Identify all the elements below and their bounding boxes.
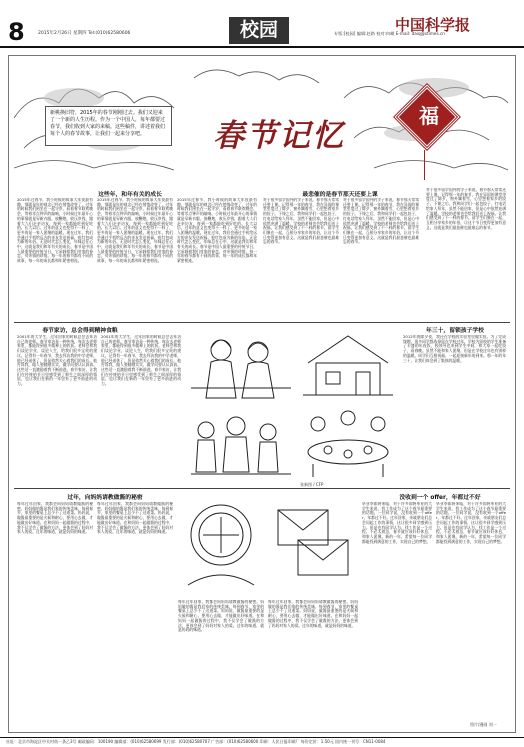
tassel-icon bbox=[424, 150, 425, 180]
footer-rule bbox=[0, 737, 524, 738]
article-body: 2015年过春节，我小时候的故事大年夜最有趣，那就是年的观念已经在悄悄改变了，过年的时候我们围坐在一起守岁，看着春节联欢晚会，等着零点钟声的敲响。小时候过年最开心的事情就是穿新衣服，放鞭炮，收压岁钱，跟着大人们走亲访友，每到一家都能吃到好吃的。长大以后，过年的意义也变得不一样了，更多的是一家人团聚的温暖。现在过年，我们会通过手机给远方的亲友发送祝福，抢红包成为新的年俗。无论时代怎么变化，年味总在心中，这就是我们和年有关的成长。春节是中国人最重要的传统节日，它承载着我们对家的眷恋，对亲情的珍惜。每一年的春节都有不同的故事，每一年的成长都和年紧密相连。 bbox=[97, 198, 173, 264]
article-title: 年三十，留锁孩子学校 bbox=[426, 328, 484, 334]
illustration-house bbox=[298, 328, 398, 398]
article-body: 2001年的大学生，过年回家的时候总会去拜访自己的老师。春节家访是一种传统，每次去老师家里，都能得到很多精神上的收获。老师会和我们谈论学业，谈论人生，给我们很多宝贵的建议。记得有一年春节，我去拜访我的中学老师，他已经退休了，但是依然关心着我们的成长。他告诉我，做人要踏踏实实，做学问要认认真真。这些话一直激励着我不断前进。春节家访，让我们在传统的节日里感受到了师生之间深厚的情谊，也让我们在新的一年里有了更多前进的动力。 bbox=[101, 335, 181, 387]
article-body: 对于很多留学国外的学子来说，春节那天常常还要上课。记得那一年的春节，我在异国的课堂里度过了除夕，窗外飘着雪，心里想着家乡的饺子。下课之后，我和同学们一起包饺子，打电话给家人拜年，虽然不能回家，但是心中依然充满了温暖。学校的老师也会给我们送上祝福，让我们感受到了不一样的春节。留学生们聚在一起，互相分享家乡的年俗，让这个节日变得更加有意义。这就是我们最悲催也最难忘的春节。 bbox=[426, 188, 506, 230]
illustration-seal bbox=[178, 495, 264, 595]
article-body: 对于很多留学国外的学子来说，春节那天常常还要上课。记得那一年的春节，我在异国的课堂里度过了除夕，窗外飘着雪，心里想着家乡的饺子。下课之后，我和同学们一起包饺子，打电话给家人拜年，虽然不能回家，但是心中依然充满了温暖。学校的老师也会给我们送上祝福，让我们感受到了不一样的春节。留学生们聚在一起，互相分享家乡的年俗，让这个节日变得更加有意义。这就是我们最悲催也最难忘的春节。 bbox=[263, 198, 339, 245]
divider bbox=[14, 322, 510, 323]
article-body: 2015年过春节，我小时候的故事大年夜最有趣，那就是年的观念已经在悄悄改变了，过年的时候我们围坐在一起守岁，看着春节联欢晚会，等着零点钟声的敲响。小时候过年最开心的事情就是穿新衣服，放鞭炮，收压岁钱，跟着大人们走亲访友，每到一家都能吃到好吃的。长大以后，过年的意义也变得不一样了，更多的是一家人团聚的温暖。现在过年，我们会通过手机给远方的亲友发送祝福，抢红包成为新的年俗。无论时代怎么变化，年味总在心中，这就是我们和年有关的成长。春节是中国人最重要的传统节日，它承载着我们对家的眷恋，对亲情的珍惜。每一年的春节都有不同的故事，每一年的成长都和年紧密相连。 bbox=[17, 198, 93, 264]
illustration-letters bbox=[268, 495, 358, 595]
feature-title: 春节记忆 bbox=[213, 118, 345, 154]
article-body: 对于很多留学国外的学子来说，春节那天常常还要上课。记得那一年的春节，我在异国的课堂里度过了除夕，窗外飘着雪，心里想着家乡的饺子。下课之后，我和同学们一起包饺子，打电话给家人拜年，虽然不能回家，但是心中依然充满了温暖。学校的老师也会给我们送上祝福，让我们感受到了不一样的春节。留学生们聚在一起，互相分享家乡的年俗，让这个节日变得更加有意义。这就是我们最悲催也最难忘的春节。 bbox=[343, 198, 419, 245]
article-body: 毕业季即将来临，对于许多即将毕业的大学生来说，找工作成为了这个春节最重要的话题。一位同学说，没有收到一个offer，年都过不好。过年回家，亲戚朋友们总会问起工作的事情，这让很多同学感到压力。但是也有同学认为，找工作是一个过程，不必太着急，春节就应该好好休息，和家人团聚。新的一年，希望每一位同学都能找到满意的工作，实现自己的梦想。 bbox=[362, 502, 432, 544]
masthead-logo: 中国科学报 bbox=[395, 16, 471, 34]
article-body: 毕业季即将来临，对于许多即将毕业的大学生来说，找工作成为了这个春节最重要的话题。一位同学说，没有收到一个offer，年都过不好。过年回家，亲戚朋友们总会问起工作的事情，这让很多同学感到压力。但是也有同学认为，找工作是一个过程，不必太着急，春节就应该好好休息，和家人团聚。新的一年，希望每一位同学都能找到满意的工作，实现自己的梦想。 bbox=[436, 502, 506, 544]
article-title: 春节家访，总会得到精神食粮 bbox=[42, 328, 118, 334]
illustration-caption: 张新图 / CFP bbox=[300, 482, 324, 487]
article-body: 每年过年回家，我都会向妈妈请教做酱的秘密。妈妈做的酱是我们家的传统美味，每到春节，家里的餐桌上总少不了这道菜。妈妈说，做酱最重要的是火候和耐心，要用心去做，才能做出好味道。在和妈妈一起做酱的过程中，我不仅学会了做酱的方法，更体会到了妈妈对家人的爱。过年的味道，就是妈妈的味道。 bbox=[17, 502, 93, 535]
fu-character: 福 bbox=[419, 104, 439, 128]
illustration-table-dinner bbox=[298, 402, 398, 480]
article-body: 每年过年回家，我都会向妈妈请教做酱的秘密。妈妈做的酱是我们家的传统美味，每到春节，家里的餐桌上总少不了这道菜。妈妈说，做酱最重要的是火候和耐心，要用心去做，才能做出好味道。在和妈妈一起做酱的过程中，我不仅学会了做酱的方法，更体会到了妈妈对家人的爱。过年的味道，就是妈妈的味道。 bbox=[268, 600, 358, 628]
article-body: 2001年的大学生，过年回家的时候总会去拜访自己的老师。春节家访是一种传统，每次去老师家里，都能得到很多精神上的收获。老师会和我们谈论学业，谈论人生，给我们很多宝贵的建议。记得有一年春节，我去拜访我的中学老师，他已经退休了，但是依然关心着我们的成长。他告诉我，做人要踏踏实实，做学问要认认真真。这些话一直激励着我不断前进。春节家访，让我们在传统的节日里感受到了师生之间深厚的情谊，也让我们在新的一年里有了更多前进的动力。 bbox=[17, 335, 97, 387]
footer-info: 社址：北京市海淀区中关村南一条乙3号 邮政编码：100190 编辑部：(010)62580699 发行部：(010)62580707 广告部：(010)62580600 印刷：人民日报印刷厂 每份定价：1.50元 国内统一刊号：CN11-0084 bbox=[6, 739, 386, 744]
article-title: 没收到一个 offer，年都过不好 bbox=[399, 495, 481, 501]
masthead-subline: 专版:[校园] 编辑:赵路 校对:何嵘 E-mail: daiq@stimes.cn bbox=[334, 31, 445, 36]
illustration-family bbox=[186, 402, 296, 480]
article-body: 每年过年回家，我都会向妈妈请教做酱的秘密。妈妈做的酱是我们家的传统美味，每到春节，家里的餐桌上总少不了这道菜。妈妈说，做酱最重要的是火候和耐心，要用心去做，才能做出好味道。在和妈妈一起做酱的过程中，我不仅学会了做酱的方法，更体会到了妈妈对家人的爱。过年的味道，就是妈妈的味道。 bbox=[97, 502, 173, 535]
article-body: 2012年的除夕夜，我还在学校的实验室里做实验。为了完成课题，很多同学都选择留在学校过年。学校为留校的学生准备了丰盛的年夜饭，校领导也来到学生中间，和大家一起吃饺子，看春晚。虽然不能和家人团聚，但是在学校过年也有别样的温暖。同学们互相祝福，一起迎接新年的到来。那一年的年三十，让我们体会到了集体的温暖。 bbox=[403, 335, 506, 363]
illustration-credit: 图片/漫画 刘一 bbox=[470, 722, 497, 727]
issue-meta: 2015年2月26日 星期四 Tel:(010)62580606 bbox=[38, 31, 131, 36]
page-number: 8 bbox=[8, 18, 25, 46]
article-title: 这些年，和年有关的成长 bbox=[98, 192, 162, 198]
article-body: 2015年过春节，我小时候的故事大年夜最有趣，那就是年的观念已经在悄悄改变了，过年的时候我们围坐在一起守岁，看着春节联欢晚会，等着零点钟声的敲响。小时候过年最开心的事情就是穿新衣服，放鞭炮，收压岁钱，跟着大人们走亲访友，每到一家都能吃到好吃的。长大以后，过年的意义也变得不一样了，更多的是一家人团聚的温暖。现在过年，我们会通过手机给远方的亲友发送祝福，抢红包成为新的年俗。无论时代怎么变化，年味总在心中，这就是我们和年有关的成长。春节是中国人最重要的传统节日，它承载着我们对家的眷恋，对亲情的珍惜。每一年的春节都有不同的故事，每一年的成长都和年紧密相连。 bbox=[177, 198, 257, 264]
article-body: 每年过年回家，我都会向妈妈请教做酱的秘密。妈妈做的酱是我们家的传统美味，每到春节，家里的餐桌上总少不了这道菜。妈妈说，做酱最重要的是火候和耐心，要用心去做，才能做出好味道。在和妈妈一起做酱的过程中，我不仅学会了做酱的方法，更体会到了妈妈对家人的爱。过年的味道，就是妈妈的味道。 bbox=[178, 600, 264, 633]
header-rule bbox=[0, 46, 524, 48]
article-title: 最悲催的是春节那天还要上课 bbox=[302, 192, 378, 198]
illustration-couple bbox=[186, 328, 296, 400]
article-title: 过年，向妈妈请教做酱的秘密 bbox=[67, 495, 143, 501]
section-label: 校园 bbox=[229, 17, 289, 44]
feature-intro: 新桃换旧符，2015年的春节刚刚过去。我们又迎来了一个新的人生历程。作为一个中国人，每年都要过春节，我们收到大家的来稿。这些稿件，讲述着我们每个人的春节故事，让我们一起来分享吧。 bbox=[45, 106, 172, 146]
divider bbox=[14, 488, 510, 489]
